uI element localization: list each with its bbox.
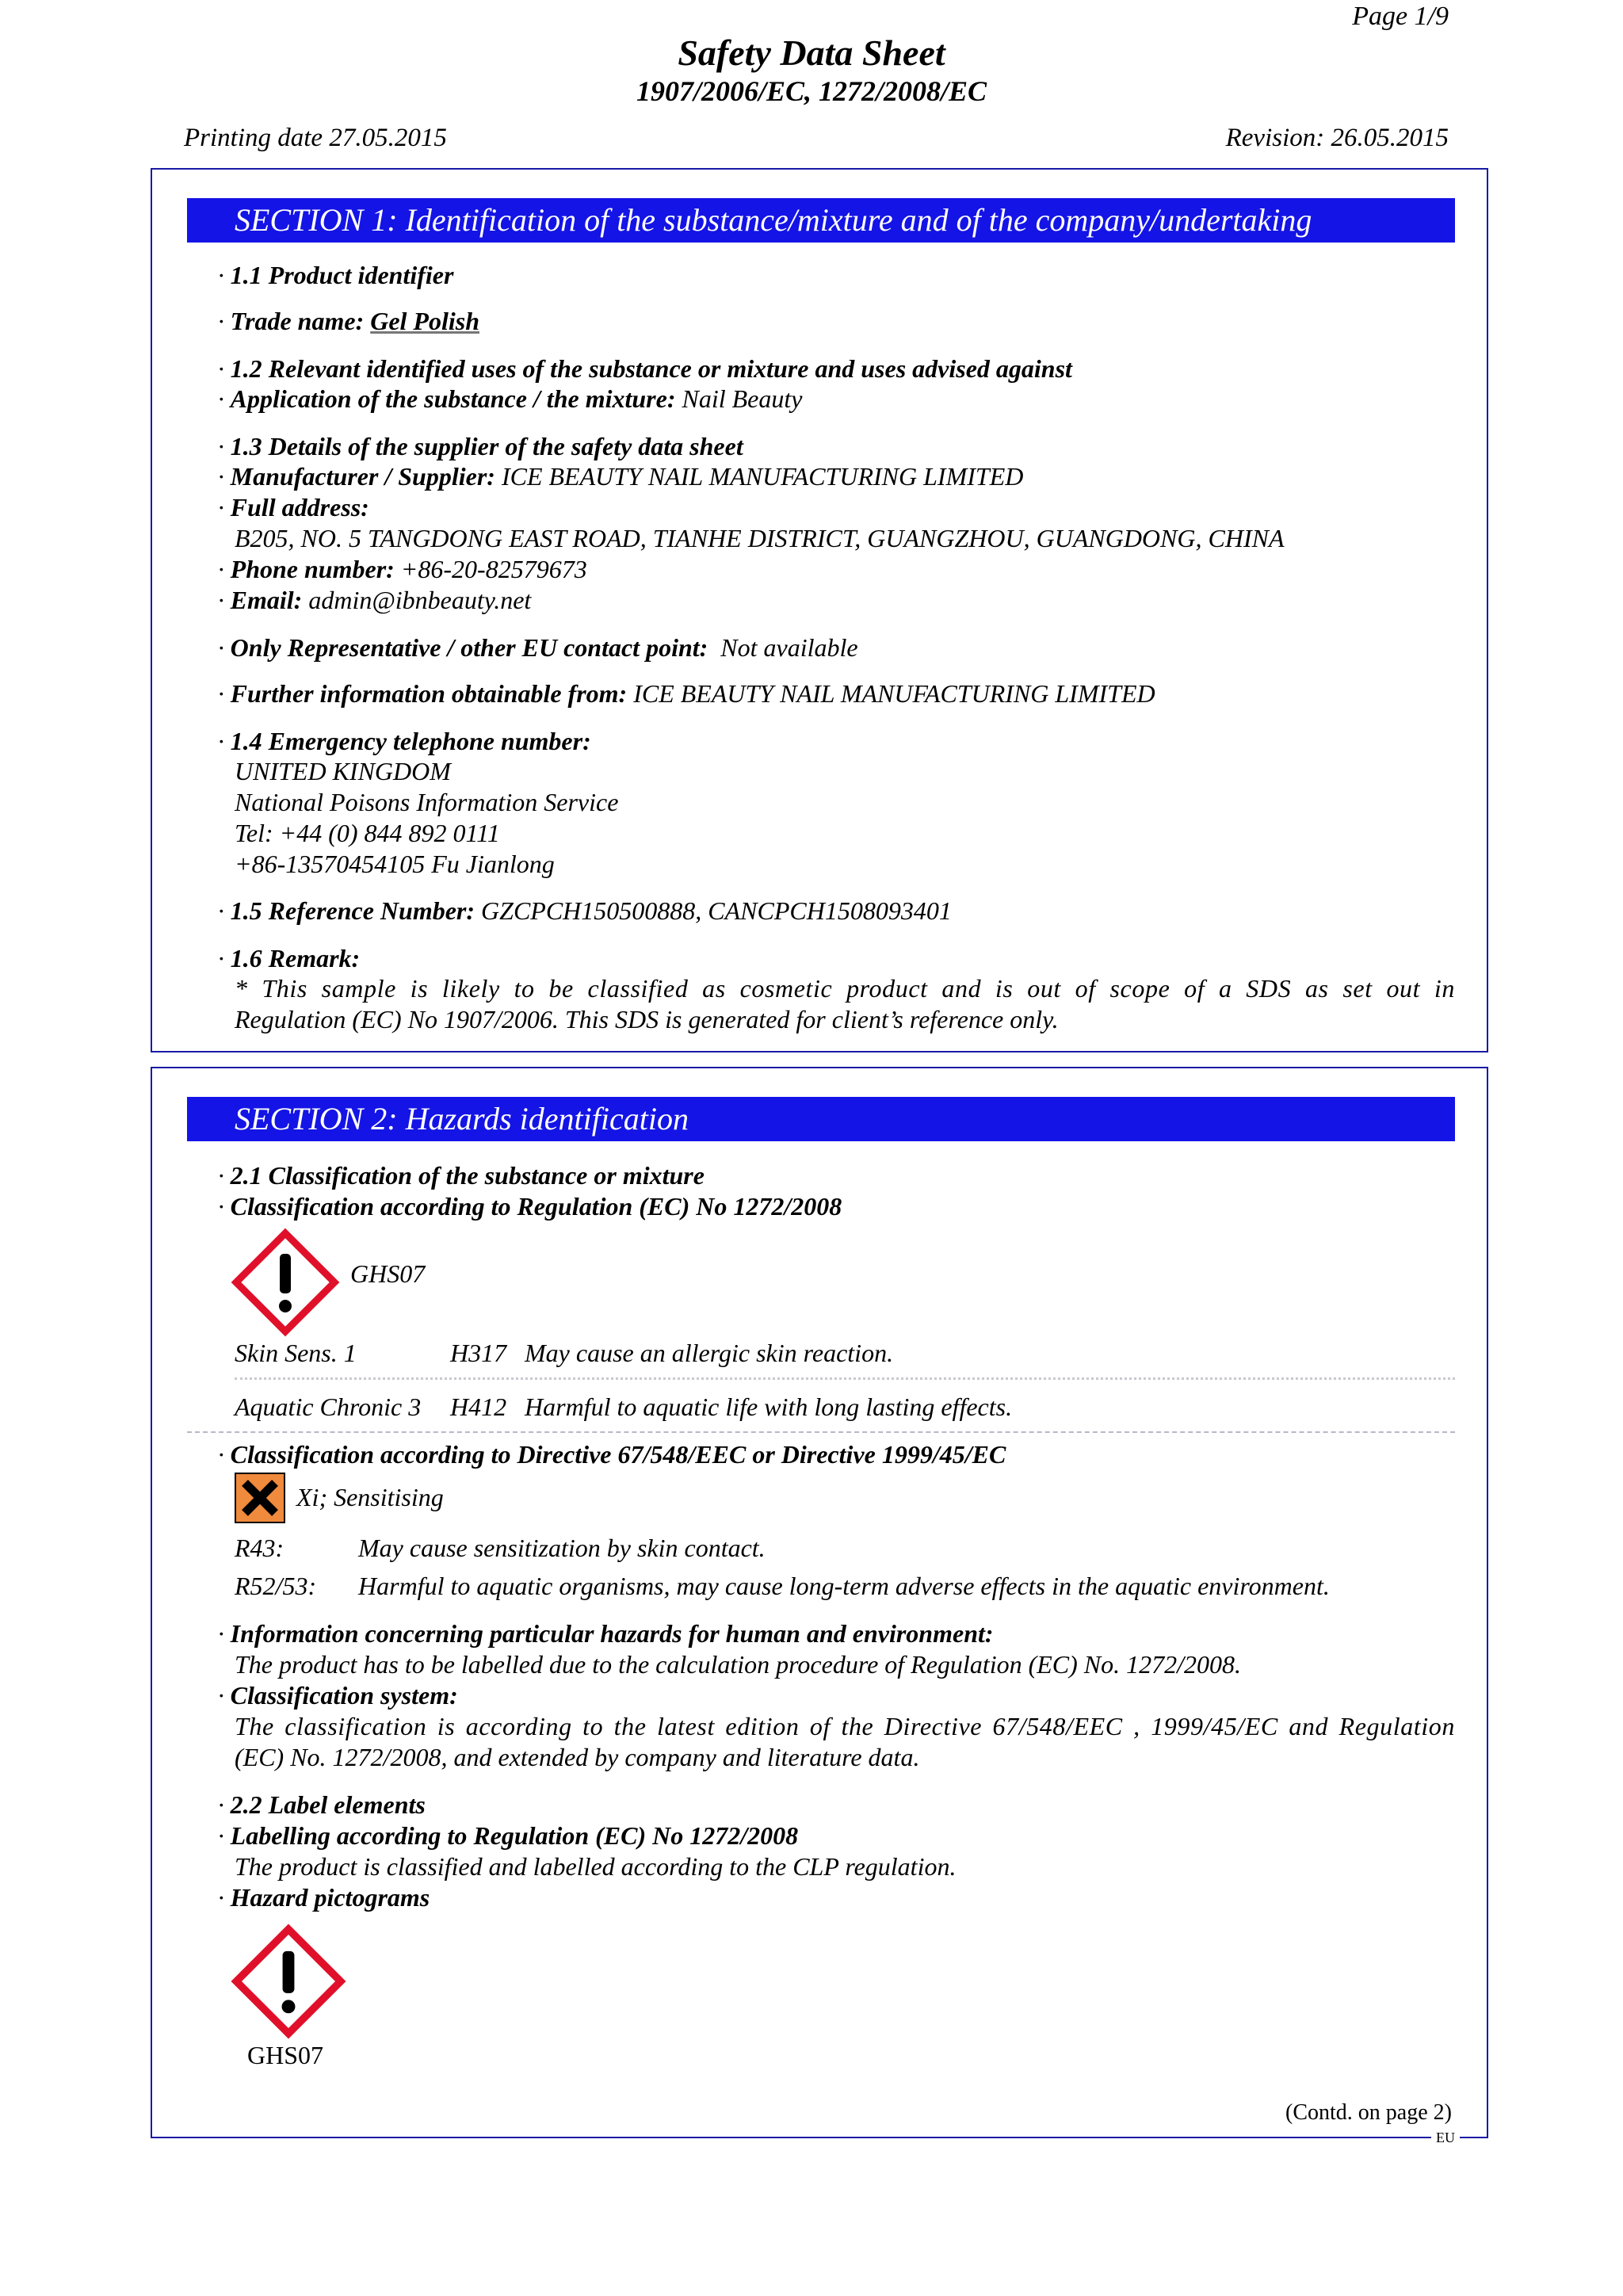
trade-name-value: Gel Polish — [370, 307, 479, 335]
remark-heading: · 1.6 Remark: — [217, 944, 361, 972]
system-heading: · Classification system: — [217, 1681, 458, 1710]
info-heading: · Information concerning particular hazards for human and environment: — [217, 1619, 994, 1648]
pictograms-heading: · Hazard pictograms — [217, 1883, 430, 1912]
email-link[interactable]: admin@ibnbeauty.net — [308, 586, 532, 614]
application-line: · Application of the substance / the mixture: Nail Beauty — [217, 384, 803, 413]
xi-label: Xi; Sensitising — [296, 1483, 444, 1511]
address-label: · Full address: — [217, 493, 369, 521]
email-line: · Email: admin@ibnbeauty.net — [217, 586, 532, 614]
eu-mark: EU — [1431, 2130, 1460, 2146]
ghs07-exclamation-icon — [233, 1230, 338, 1335]
section-1-box — [151, 168, 1488, 1052]
emergency-line: National Poisons Information Service — [235, 788, 619, 816]
page-number: Page 1/9 — [1352, 2, 1449, 31]
product-identifier-line: · 1.1 Product identifier — [217, 261, 454, 289]
emergency-line: +86-13570454105 Fu Jianlong — [235, 850, 555, 878]
risk-text: May cause sensitization by skin contact. — [358, 1534, 766, 1562]
remark-text: * This sample is likely to be classified as cosmetic product and is out of scope of a SDS as set out in — [235, 974, 1455, 1003]
risk-code: R52/53: — [235, 1572, 317, 1600]
revision-date: Revision: 26.05.2015 — [1225, 124, 1449, 152]
ghs07-exclamation-icon — [233, 1926, 344, 2037]
phone-line: · Phone number: +86-20-82579673 — [217, 555, 587, 583]
hazard-category: Aquatic Chronic 3 — [235, 1392, 422, 1421]
section-2-box — [151, 1067, 1488, 2145]
emergency-line: Tel: +44 (0) 844 892 0111 — [235, 819, 500, 847]
pictogram-caption: GHS07 — [247, 2041, 324, 2069]
representative-line: · Only Representative / other EU contact point: Not available — [217, 633, 858, 662]
row-divider — [235, 1377, 1455, 1380]
table-divider — [187, 1431, 1455, 1433]
remark-text: Regulation (EC) No 1907/2006. This SDS is generated for client’s reference only. — [235, 1005, 1059, 1033]
ghs-code-label: GHS07 — [350, 1259, 426, 1288]
reference-line: · 1.5 Reference Number: GZCPCH150500888, CANCPCH1508093401 — [217, 896, 952, 925]
hazard-statement: May cause an allergic skin reaction. — [525, 1339, 894, 1367]
further-info-line: · Further information obtainable from: ICE BEAUTY NAIL MANUFACTURING LIMITED — [217, 679, 1155, 708]
hazard-code: H317 — [450, 1339, 507, 1367]
system-text: The classification is according to the latest edition of the Directive 67/548/EEC , 1999/45/EC and Regulation — [235, 1712, 1455, 1740]
labelling-heading: · Labelling according to Regulation (EC) No 1272/2008 — [217, 1821, 799, 1850]
supplier-heading: · 1.3 Details of the supplier of the safety data sheet — [217, 432, 743, 460]
continued-note: (Contd. on page 2) — [1285, 2100, 1452, 2125]
hazard-code: H412 — [450, 1392, 507, 1421]
uses-heading: · 1.2 Relevant identified uses of the substance or mixture and uses advised against — [217, 354, 1072, 383]
classification-heading: · 2.1 Classification of the substance or mixture — [217, 1161, 705, 1190]
document-title: Safety Data Sheet — [678, 32, 945, 73]
emergency-heading: · 1.4 Emergency telephone number: — [217, 727, 591, 755]
trade-name-line: · Trade name: Gel Polish — [217, 307, 479, 335]
label-elements-heading: · 2.2 Label elements — [217, 1790, 426, 1819]
document-subtitle: 1907/2006/EC, 1272/2008/EC — [636, 75, 987, 107]
address-value: B205, NO. 5 TANGDONG EAST ROAD, TIANHE DISTRICT, GUANGZHOU, GUANGDONG, CHINA — [235, 524, 1285, 552]
emergency-line: UNITED KINGDOM — [235, 757, 451, 785]
printing-date: Printing date 27.05.2015 — [184, 124, 447, 152]
labelling-text: The product is classified and labelled according to the CLP regulation. — [235, 1852, 957, 1881]
hazard-category: Skin Sens. 1 — [235, 1339, 357, 1367]
risk-code: R43: — [235, 1534, 285, 1562]
directive-heading: · Classification according to Directive 67/548/EEC or Directive 1999/45/EC — [217, 1440, 1006, 1469]
clp-heading: · Classification according to Regulation (EC) No 1272/2008 — [217, 1192, 842, 1221]
system-text: (EC) No. 1272/2008, and extended by company and literature data. — [235, 1743, 920, 1771]
hazard-statement: Harmful to aquatic life with long lasting effects. — [525, 1392, 1013, 1421]
section-2-title: SECTION 2: Hazards identification — [187, 1097, 1455, 1141]
info-text: The product has to be labelled due to the calculation procedure of Regulation (EC) No. 1272/2008. — [235, 1650, 1242, 1679]
xi-irritant-icon — [235, 1473, 285, 1523]
section-1-title: SECTION 1: Identification of the substance/mixture and of the company/undertaking — [187, 198, 1455, 243]
risk-text: Harmful to aquatic organisms, may cause long-term adverse effects in the aquatic environment. — [358, 1572, 1330, 1600]
manufacturer-line: · Manufacturer / Supplier: ICE BEAUTY NAIL MANUFACTURING LIMITED — [217, 462, 1024, 491]
